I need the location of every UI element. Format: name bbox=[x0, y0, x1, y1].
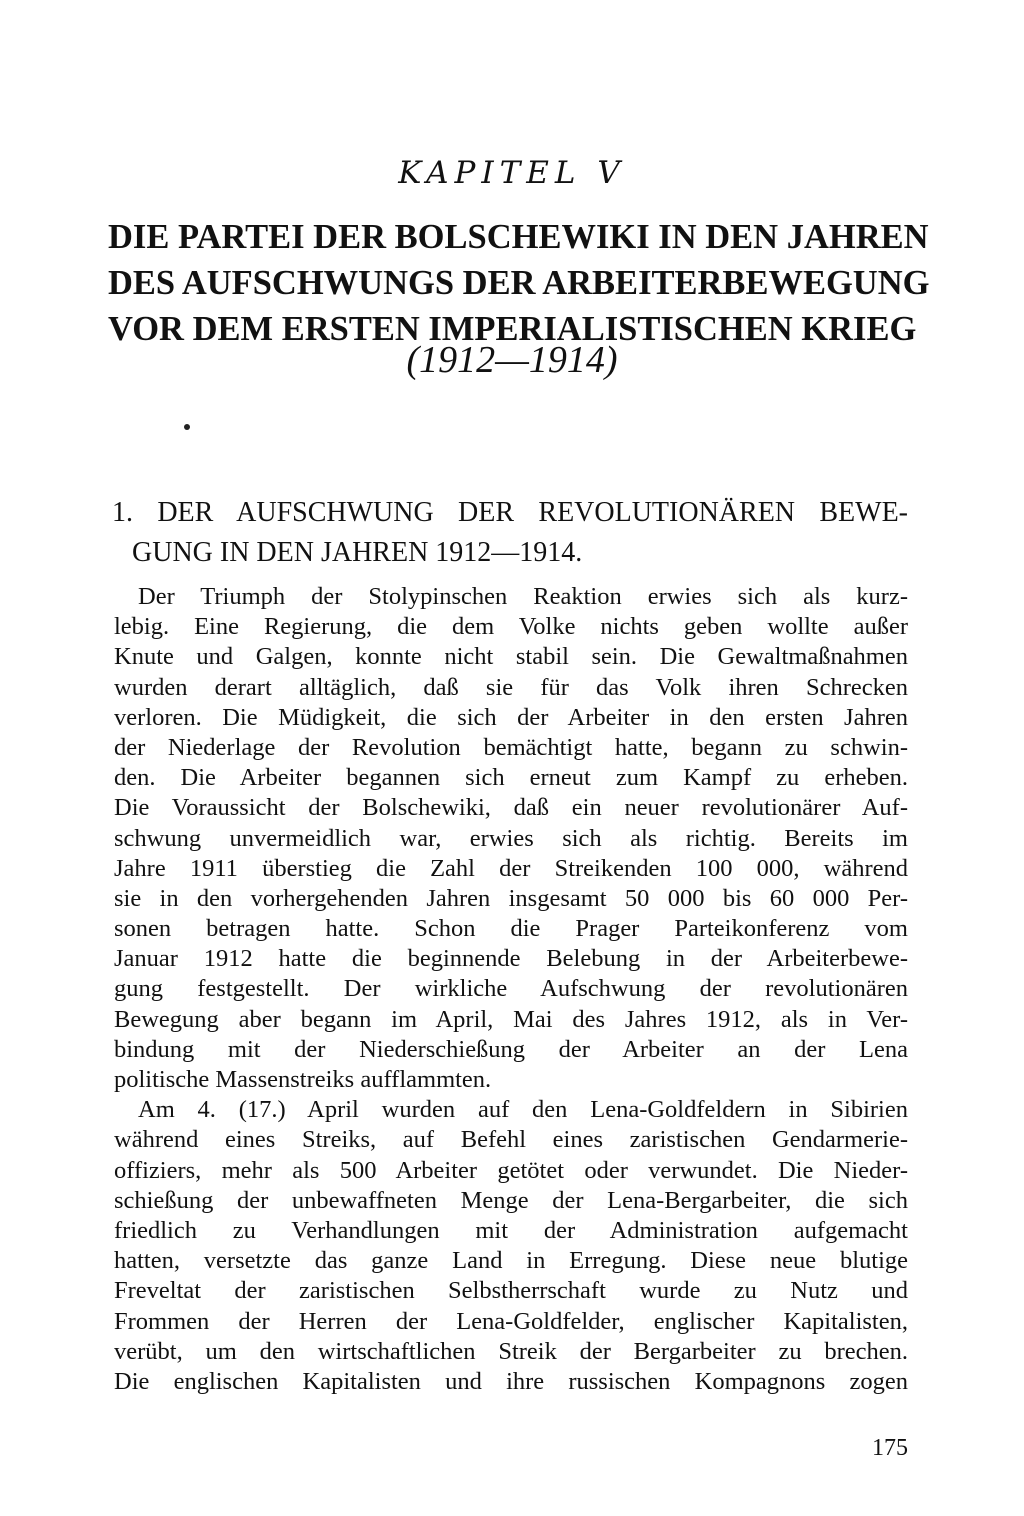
text-line: Bewegung aber begann im April, Mai des Jahres 1912, als in Ver- bbox=[114, 1005, 908, 1033]
text-line: politische Massenstreiks aufflammten. bbox=[114, 1066, 492, 1093]
text-line: Frommen der Herren der Lena-Goldfelder, englischer Kapitalisten, bbox=[114, 1307, 908, 1335]
chapter-title-line: VOR DEM ERSTEN IMPERIALISTISCHEN KRIEG bbox=[108, 310, 917, 348]
chapter-years: (1912—1914) bbox=[406, 339, 618, 381]
text-line: schießung der unbewaffneten Menge der Lena-Bergarbeiter, die sich bbox=[114, 1186, 908, 1214]
text-line: friedlich zu Verhandlungen mit der Administration aufgemacht bbox=[114, 1216, 908, 1244]
text-line: Am 4. (17.) April wurden auf den Lena-Goldfeldern in Sibirien bbox=[138, 1096, 908, 1124]
text-line: wurden derart alltäglich, daß sie für das Volk ihren Schrecken bbox=[114, 673, 908, 701]
text-line: Die englischen Kapitalisten und ihre russischen Kompagnons zogen bbox=[114, 1367, 908, 1395]
chapter-label: KAPITEL V bbox=[398, 155, 626, 191]
text-line: Januar 1912 hatte die beginnende Belebung in der Arbeiterbewe- bbox=[114, 945, 908, 973]
text-line: bindung mit der Niederschießung der Arbeiter an der Lena bbox=[114, 1035, 908, 1063]
text-line: schwung unvermeidlich war, erwies sich als richtig. Bereits im bbox=[114, 824, 908, 852]
text-line: verloren. Die Müdigkeit, die sich der Arbeiter in den ersten Jahren bbox=[114, 703, 908, 731]
section-heading-line: 1. DER AUFSCHWUNG DER REVOLUTIONÄREN BEWE- bbox=[112, 497, 908, 528]
section-heading-line: GUNG IN DEN JAHREN 1912—1914. bbox=[132, 537, 583, 568]
text-line: Der Triumph der Stolypinschen Reaktion erwies sich als kurz- bbox=[138, 583, 908, 610]
page-number: 175 bbox=[872, 1435, 908, 1461]
text-line: sonen betragen hatte. Schon die Prager Parteikonferenz vom bbox=[114, 915, 908, 943]
text-line: den. Die Arbeiter begannen sich erneut zum Kampf zu erheben. bbox=[114, 764, 908, 792]
text-line: der Niederlage der Revolution bemächtigt hatte, begann zu schwin- bbox=[114, 733, 908, 761]
text-line: Knute und Galgen, konnte nicht stabil sein. Die Gewaltmaßnahmen bbox=[114, 643, 908, 671]
text-line: Die Voraussicht der Bolschewiki, daß ein neuer revolutionärer Auf- bbox=[114, 794, 908, 822]
text-line: lebig. Eine Regierung, die dem Volke nichts geben wollte außer bbox=[114, 613, 908, 641]
text-line: hatten, versetzte das ganze Land in Erregung. Diese neue blutige bbox=[114, 1247, 908, 1275]
text-line: verübt, um den wirtschaftlichen Streik der Bergarbeiter zu brechen. bbox=[114, 1337, 908, 1365]
text-line: während eines Streiks, auf Befehl eines zaristischen Gendarmerie- bbox=[114, 1126, 908, 1154]
text-line: gung festgestellt. Der wirkliche Aufschwung der revolutionären bbox=[114, 975, 908, 1003]
stray-dot-mark bbox=[184, 424, 190, 430]
text-line: sie in den vorhergehenden Jahren insgesamt 50 000 bis 60 000 Per- bbox=[114, 884, 908, 912]
body-text bbox=[114, 582, 908, 1397]
text-line: Jahre 1911 überstieg die Zahl der Streikenden 100 000, während bbox=[114, 854, 908, 882]
text-line: Freveltat der zaristischen Selbstherrschaft wurde zu Nutz und bbox=[114, 1277, 908, 1305]
chapter-title-line: DES AUFSCHWUNGS DER ARBEITERBEWEGUNG bbox=[108, 264, 930, 302]
section-heading bbox=[112, 493, 908, 573]
text-line: offiziers, mehr als 500 Arbeiter getötet oder verwundet. Die Nieder- bbox=[114, 1156, 908, 1184]
chapter-title bbox=[108, 214, 930, 352]
chapter-title-line: DIE PARTEI DER BOLSCHEWIKI IN DEN JAHREN bbox=[108, 218, 929, 256]
